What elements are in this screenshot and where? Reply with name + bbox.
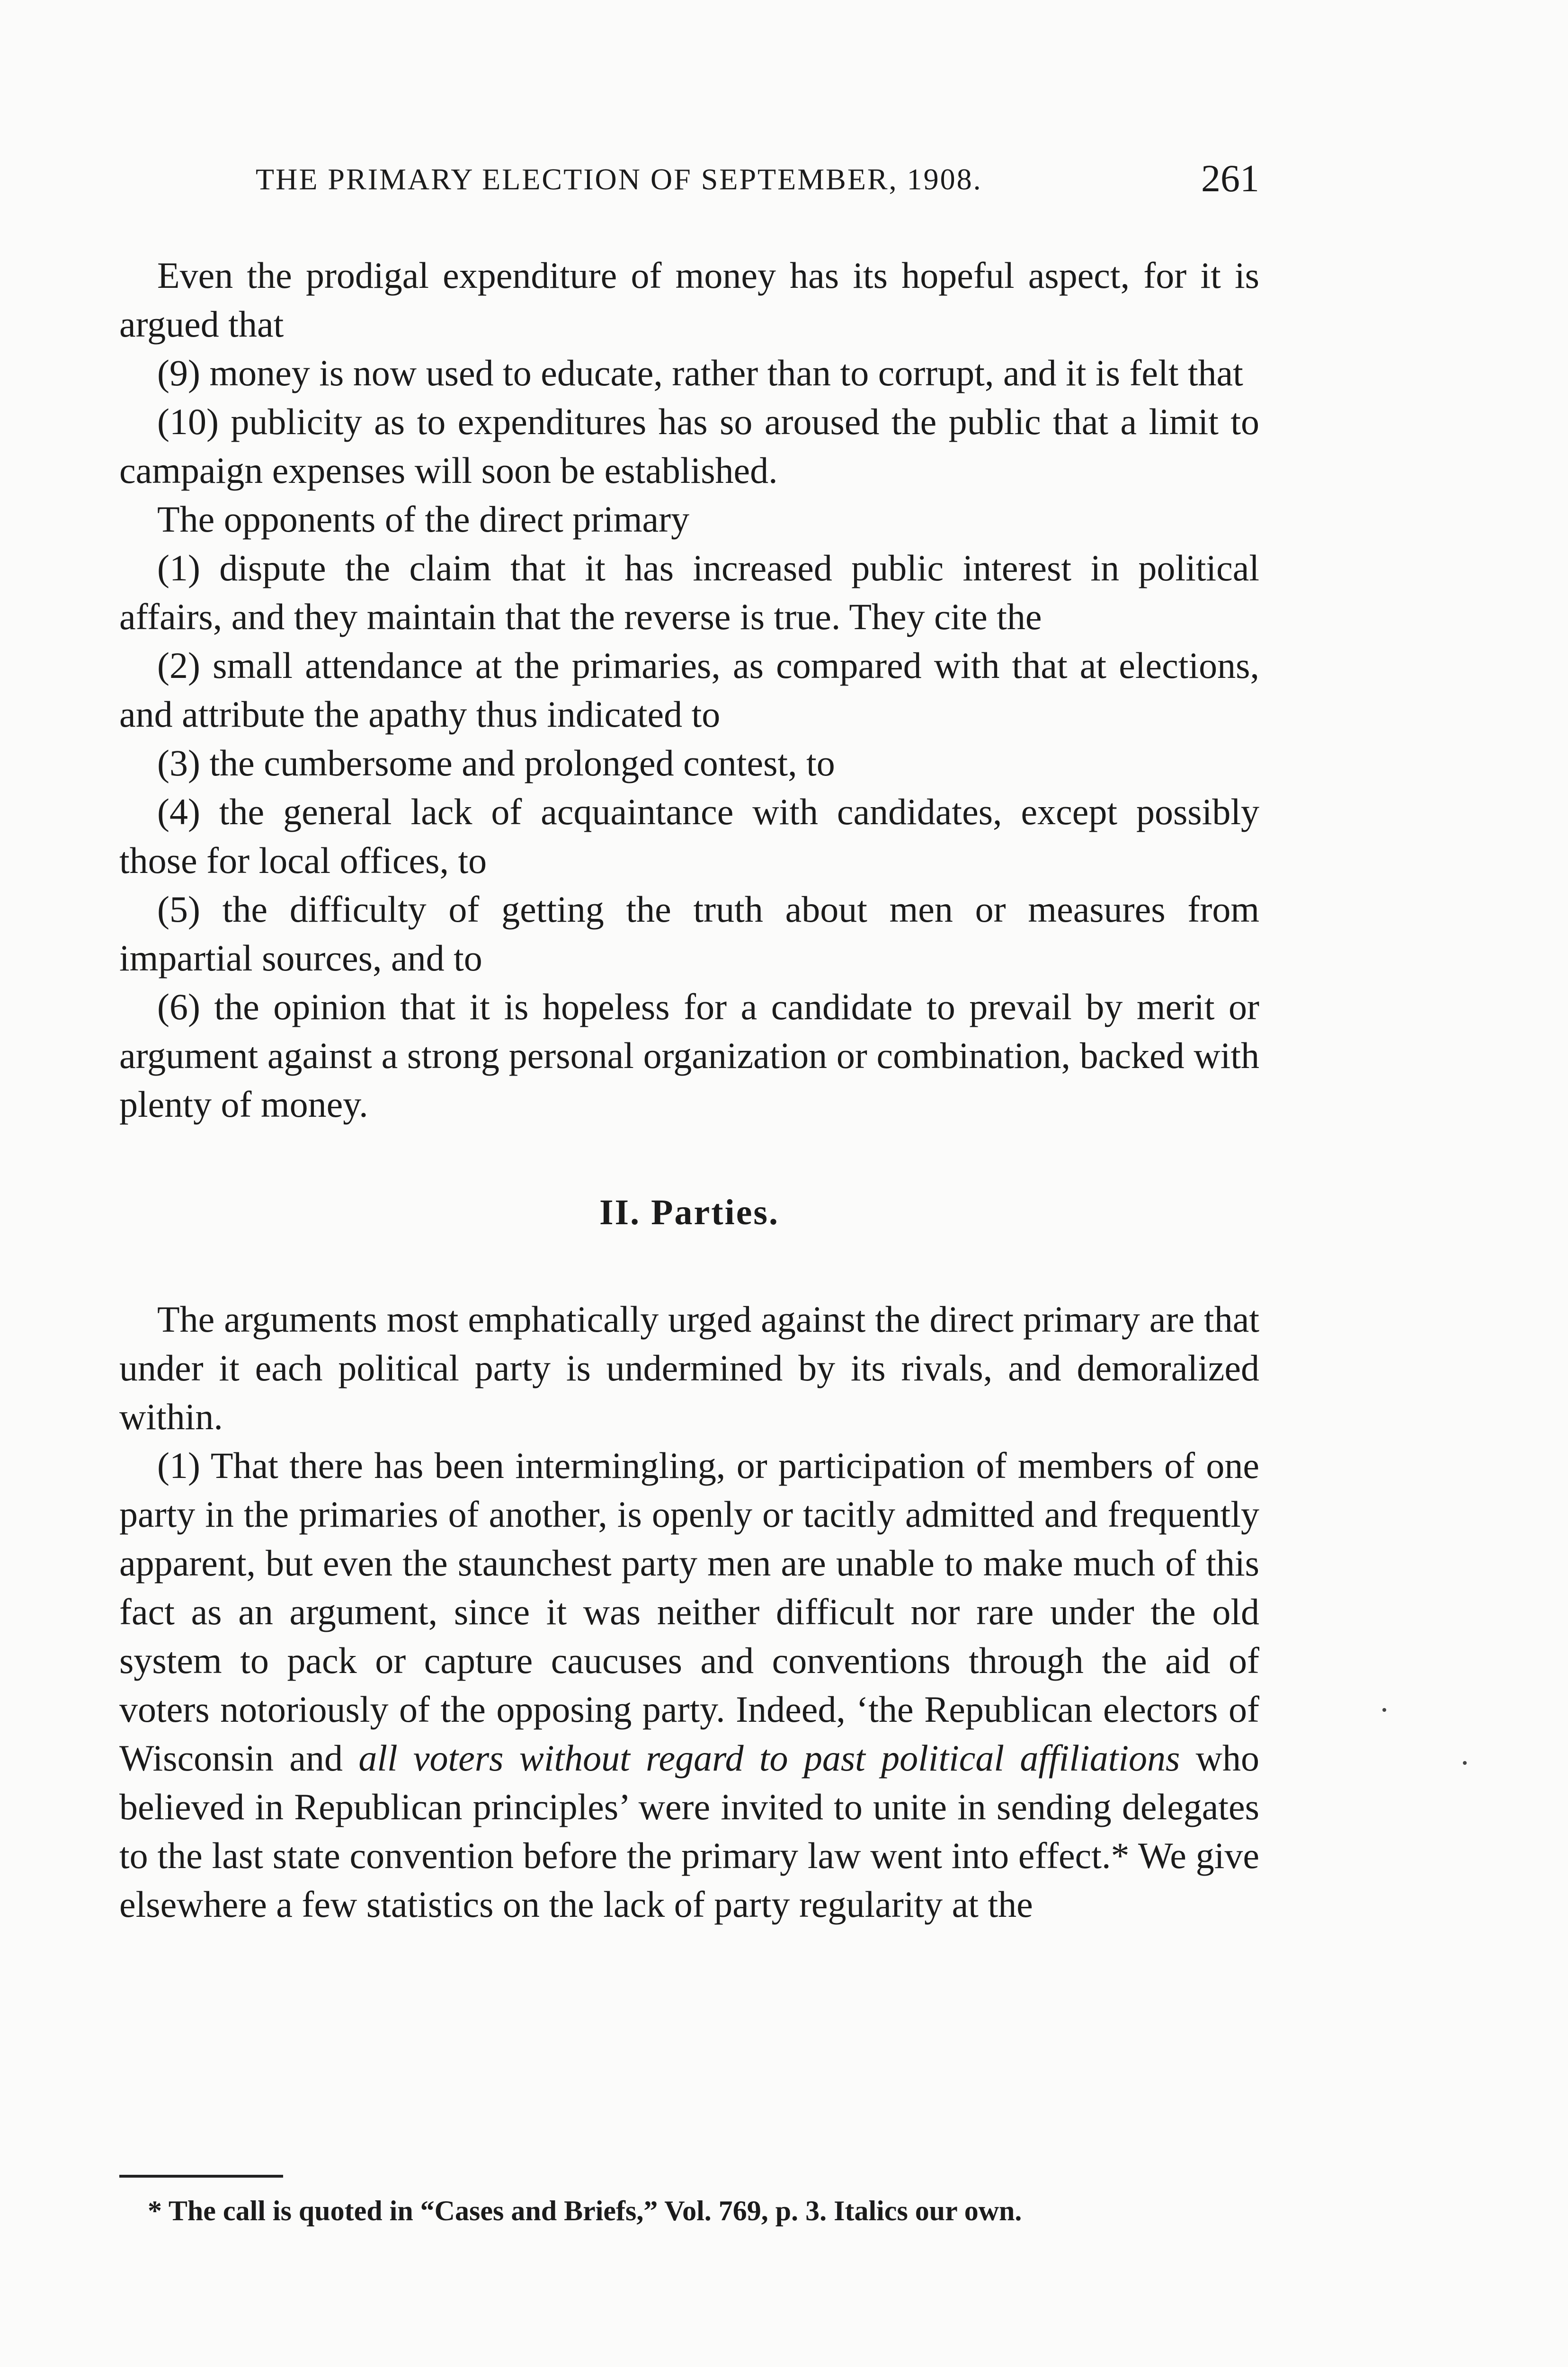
running-header	[256, 156, 1259, 213]
footnote	[119, 2192, 1259, 2230]
footnote-text: * The call is quoted in “Cases and Briefs,” Vol. 769, p. 3. Italics our own.	[148, 2195, 1022, 2226]
paragraph-text: who believed in Republican principles’ were invited to unite in sending delegates to the last state convention before the primary law went into effect.* We give elsewhere a few statistics on the lack of party regularity at the	[119, 1737, 1259, 1925]
paragraph: (3) the cumbersome and prolonged contest, to	[157, 742, 835, 783]
italic-phrase: all voters without regard to past political affiliations	[358, 1737, 1180, 1779]
section-heading: II. Parties.	[599, 1192, 780, 1232]
running-title: THE PRIMARY ELECTION OF SEPTEMBER, 1908.	[256, 162, 982, 196]
paragraph: (9) money is now used to educate, rather than to corrupt, and it is felt that	[157, 352, 1243, 393]
paragraph: Even the prodigal expenditure of money has its hopeful aspect, for it is argued that	[119, 255, 1259, 345]
paragraph: (10) publicity as to expenditures has so aroused the public that a limit to campaign expenses will soon be established.	[119, 401, 1259, 491]
paragraph: The opponents of the direct primary	[157, 498, 690, 540]
paragraph: (4) the general lack of acquaintance with candidates, except possibly those for local offices, to	[119, 791, 1259, 881]
body-text	[119, 251, 1259, 1929]
paragraph-text: (1) That there has been intermingling, or participation of members of one party in the primaries of another, is openly or tacitly admitted and frequently apparent, but even the staunchest party men are unable to make much of this fact as an argument, since it was neither difficult nor rare under the old system to pack or capture caucuses and conventions through the aid of voters notoriously of the opposing party. Indeed, ‘the Republican electors of Wisconsin and	[119, 1445, 1259, 1779]
margin-speck	[1382, 1708, 1386, 1712]
margin-speck	[1463, 1761, 1467, 1765]
paragraph: (6) the opinion that it is hopeless for a candidate to prevail by merit or argument against a strong personal organization or combination, backed with plenty of money.	[119, 986, 1259, 1125]
page-number: 261	[1201, 157, 1259, 200]
footnote-rule	[119, 2175, 283, 2178]
paragraph: (2) small attendance at the primaries, as compared with that at elections, and attribute the apathy thus indicated to	[119, 645, 1259, 735]
paragraph	[119, 1441, 1259, 1929]
paragraph: The arguments most emphatically urged against the direct primary are that under it each political party is undermined by its rivals, and demoralized within.	[119, 1299, 1259, 1437]
paragraph: (1) dispute the claim that it has increased public interest in political affairs, and they maintain that the reverse is true. They cite the	[119, 547, 1259, 637]
paragraph: (5) the difficulty of getting the truth about men or measures from impartial sources, and to	[119, 889, 1259, 979]
